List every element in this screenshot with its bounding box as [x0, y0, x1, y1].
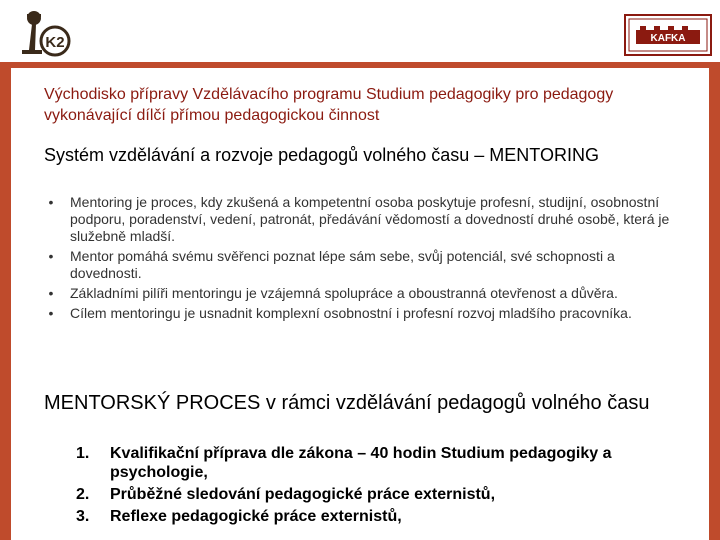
- k2-logo-icon: [14, 8, 74, 60]
- list-item: [68, 444, 688, 482]
- bullet-icon: •: [48, 305, 54, 321]
- header-band: [0, 0, 720, 65]
- intro-heading: Východisko přípravy Vzdělávacího programu Studium pedagogiky pro pedagogy vykonávající dílčí přímou pedagogickou činnost: [44, 86, 614, 124]
- frame-left-border: [0, 65, 8, 540]
- bullet-text: Mentor pomáhá svému svěřenci poznat lépe sám sebe, svůj potenciál, své schopnosti a dovednosti.: [70, 248, 615, 281]
- bullet-icon: •: [48, 285, 54, 301]
- bullet-icon: •: [48, 248, 54, 264]
- mentoring-bullet-list: [44, 194, 684, 325]
- list-item: [68, 507, 688, 526]
- bullet-text: Cílem mentoringu je usnadnit komplexní osobnostní i profesní rozvoj mladšího pracovníka.: [70, 305, 632, 321]
- list-item: [44, 285, 684, 302]
- item-text: Průběžné sledování pedagogické práce externistů,: [110, 486, 496, 503]
- mentoring-process-title: MENTORSKÝ PROCES v rámci vzdělávání pedagogů volného času: [44, 392, 650, 414]
- bullet-text: Mentoring je proces, kdy zkušená a kompetentní osoba poskytuje profesní, studijní, osobnostní podporu, poradenství, vedení, patronát, předávání vědomostí a dovedností druhé osobě, která je služebně mladší.: [70, 194, 670, 244]
- process-numbered-list: [68, 444, 688, 529]
- logo-left-text: K2: [45, 34, 65, 51]
- bullet-icon: •: [48, 194, 54, 210]
- list-item: [68, 485, 688, 504]
- bullet-text: Základními pilíři mentoringu je vzájemná spolupráce a oboustranná otevřenost a důvěra.: [70, 285, 618, 301]
- school-building-logo-icon: [624, 14, 712, 56]
- item-number: 3.: [76, 508, 90, 525]
- item-text: Kvalifikační příprava dle zákona – 40 hodin Studium pedagogiky a psychologie,: [110, 445, 612, 481]
- item-text: Reflexe pedagogické práce externistů,: [110, 508, 402, 525]
- frame-right-border: [712, 65, 720, 540]
- item-number: 1.: [76, 445, 90, 462]
- logo-right-text: KAFKA: [650, 33, 686, 44]
- mentoring-section-title: Systém vzdělávání a rozvoje pedagogů volného času – MENTORING: [44, 145, 599, 165]
- list-item: [44, 194, 684, 245]
- list-item: [44, 248, 684, 282]
- item-number: 2.: [76, 486, 90, 503]
- list-item: [44, 305, 684, 322]
